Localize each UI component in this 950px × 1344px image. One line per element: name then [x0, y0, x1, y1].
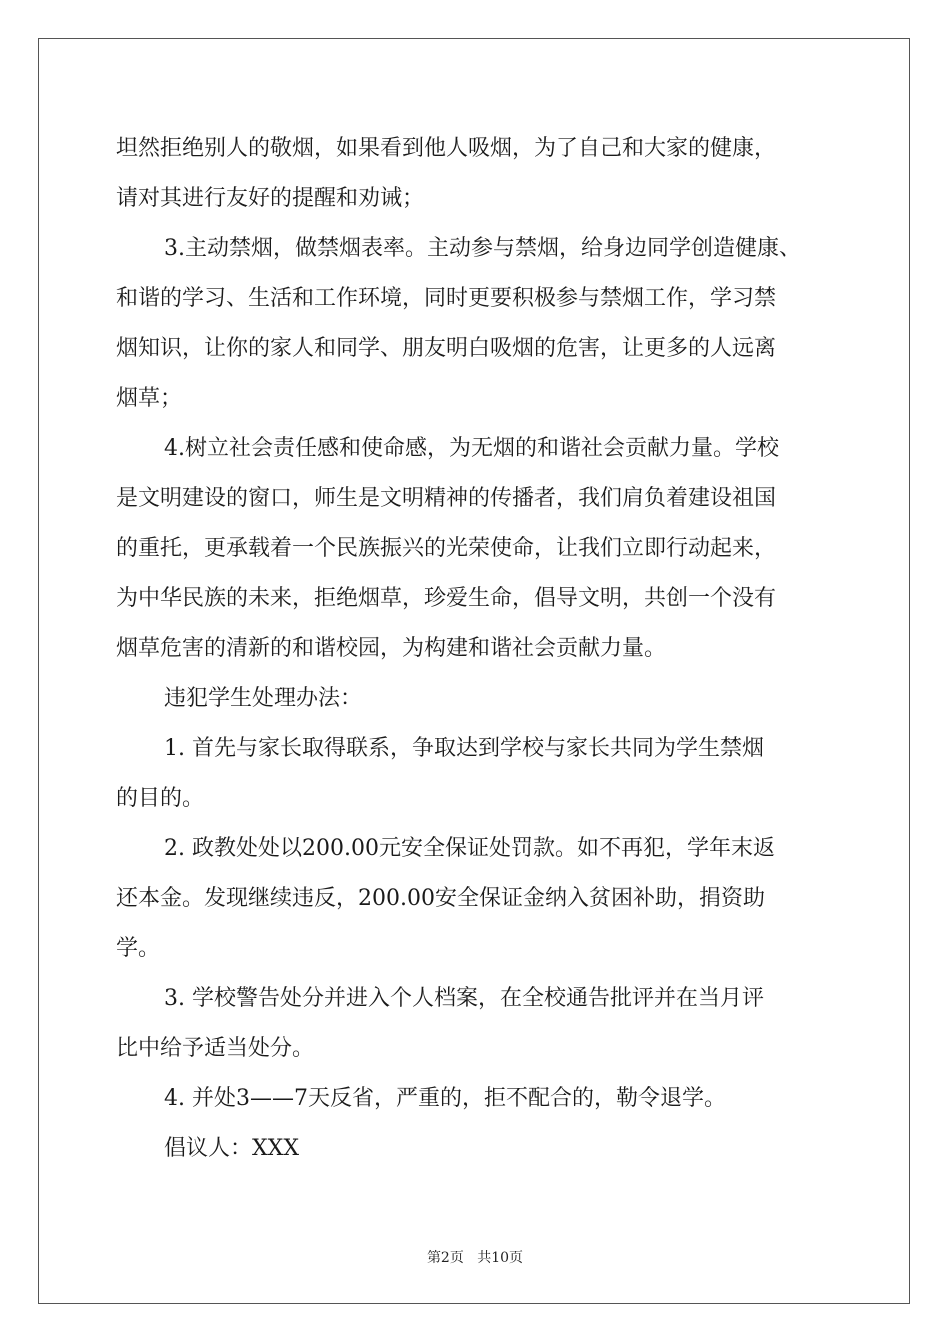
text-line: 的重托，更承载着一个民族振兴的光荣使命，让我们立即行动起来，: [116, 536, 777, 561]
page-number: 第2页: [426, 1250, 464, 1266]
text-line: 坦然拒绝别人的敬烟，如果看到他人吸烟，为了自己和大家的健康，: [116, 136, 777, 161]
text-line: 为中华民族的未来，拒绝烟草，珍爱生命，倡导文明，共创一个没有: [116, 586, 777, 611]
text-line: 和谐的学习、生活和工作环境，同时更要积极参与禁烟工作，学习禁: [116, 286, 777, 311]
text-line: 3. 学校警告处分并进入个人档案，在全校通告批评并在当月评: [164, 986, 764, 1011]
text-line: 烟草危害的清新的和谐校园，为构建和谐社会贡献力量。: [116, 636, 667, 661]
text-line: 请对其进行友好的提醒和劝诫；: [116, 186, 425, 211]
section-heading: 违犯学生处理办法：: [164, 686, 363, 711]
text-line: 1. 首先与家长取得联系，争取达到学校与家长共同为学生禁烟: [164, 736, 764, 761]
text-line: 学。: [116, 936, 161, 961]
signature-line: 倡议人：XXX: [164, 1136, 299, 1161]
text-line: 4.树立社会责任感和使命感，为无烟的和谐社会贡献力量。学校: [164, 436, 779, 461]
text-line: 是文明建设的窗口，师生是文明精神的传播者，我们肩负着建设祖国: [116, 486, 777, 511]
text-line: 烟知识，让你的家人和同学、朋友明白吸烟的危害，让更多的人远离: [116, 336, 777, 361]
document-body: [116, 124, 838, 1174]
page-footer: [0, 1248, 950, 1268]
text-line: 比中给予适当处分。: [116, 1036, 315, 1061]
text-line: 2. 政教处处以200.00元安全保证处罚款。如不再犯，学年末返: [164, 836, 775, 861]
text-line: 3.主动禁烟，做禁烟表率。主动参与禁烟，给身边同学创造健康、: [164, 236, 801, 261]
text-line: 还本金。发现继续违反，200.00安全保证金纳入贫困补助，捐资助: [116, 886, 765, 911]
text-line: 的目的。: [116, 786, 205, 811]
text-line: 4. 并处3——7天反省，严重的，拒不配合的，勒令退学。: [164, 1086, 726, 1111]
page-total: 共10页: [477, 1250, 524, 1266]
text-line: 烟草；: [116, 386, 183, 411]
